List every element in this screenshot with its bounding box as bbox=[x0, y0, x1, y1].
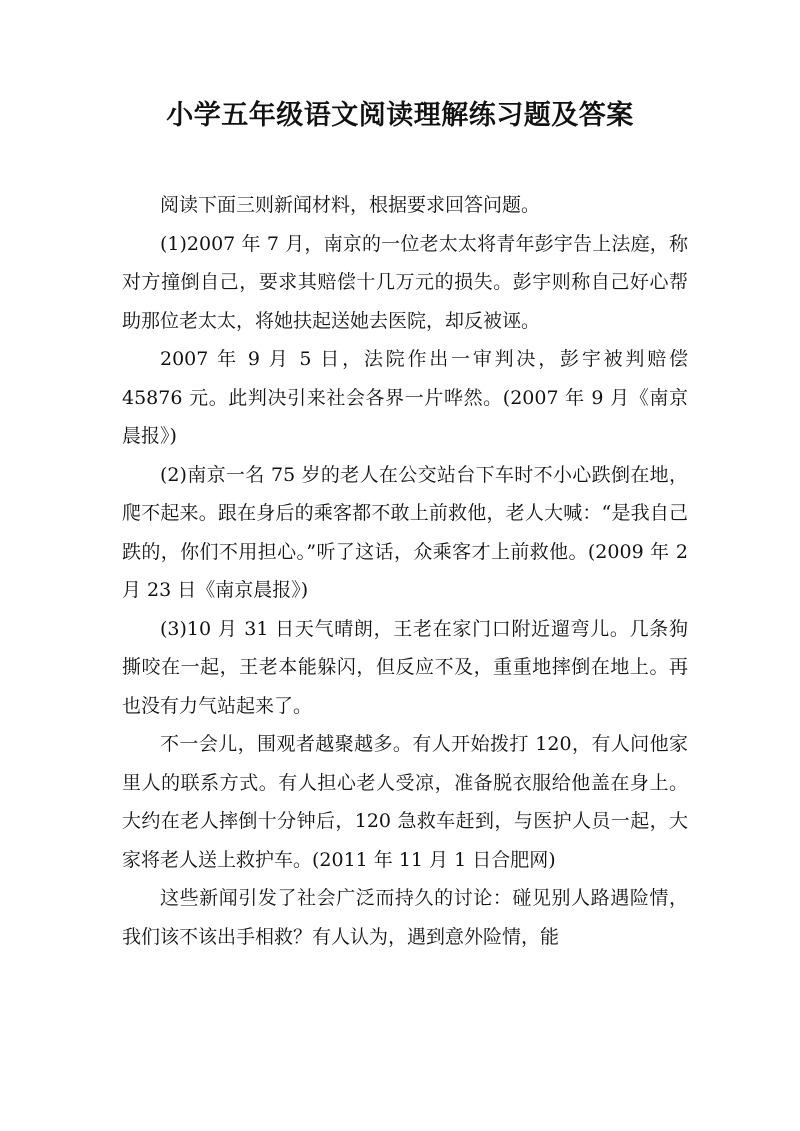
paragraph-intro: 阅读下面三则新闻材料，根据要求回答问题。 bbox=[160, 194, 541, 216]
document-body bbox=[122, 186, 688, 956]
document-title: 小学五年级语文阅读理解练习题及答案 bbox=[166, 100, 634, 131]
paragraph-news-1-verdict: 2007 年 9 月 5 日，法院作出一审判决，彭宇被判赔偿 45876 元。此判决引来社会各界一片哗然。(2007 年 9 月《南京晨报》) bbox=[122, 348, 688, 447]
paragraph-news-3-rescue: 不一会儿，围观者越聚越多。有人开始拨打 120，有人问他家里人的联系方式。有人担心老人受凉，准备脱衣服给他盖在身上。大约在老人摔倒十分钟后，120 急救车赶到，与医护人员一起，大家将老人送上救护车。(2011 年 11 月 1 日合肥网) bbox=[122, 733, 688, 871]
paragraph-discussion: 这些新闻引发了社会广泛而持久的讨论：碰见别人路遇险情，我们该不该出手相救？有人认为，遇到意外险情，能 bbox=[122, 887, 688, 948]
paragraph-news-3: (3)10 月 31 日天气晴朗，王老在家门口附近遛弯儿。几条狗撕咬在一起，王老本能躲闪，但反应不及，重重地摔倒在地上。再也没有力气站起来了。 bbox=[122, 617, 688, 717]
paragraph-news-2: (2)南京一名 75 岁的老人在公交站台下车时不小心跌倒在地，爬不起来。跟在身后的乘客都不敢上前救他，老人大喊：“是我自己跌的，你们不用担心。”听了这话，众乘客才上前救他。(2009 年 2 月 23 日《南京晨报》) bbox=[122, 463, 688, 601]
paragraph-news-1: (1)2007 年 7 月，南京的一位老太太将青年彭宇告上法庭，称对方撞倒自己，要求其赔偿十几万元的损失。彭宇则称自己好心帮助那位老太太，将她扶起送她去医院，却反被诬。 bbox=[122, 232, 688, 332]
